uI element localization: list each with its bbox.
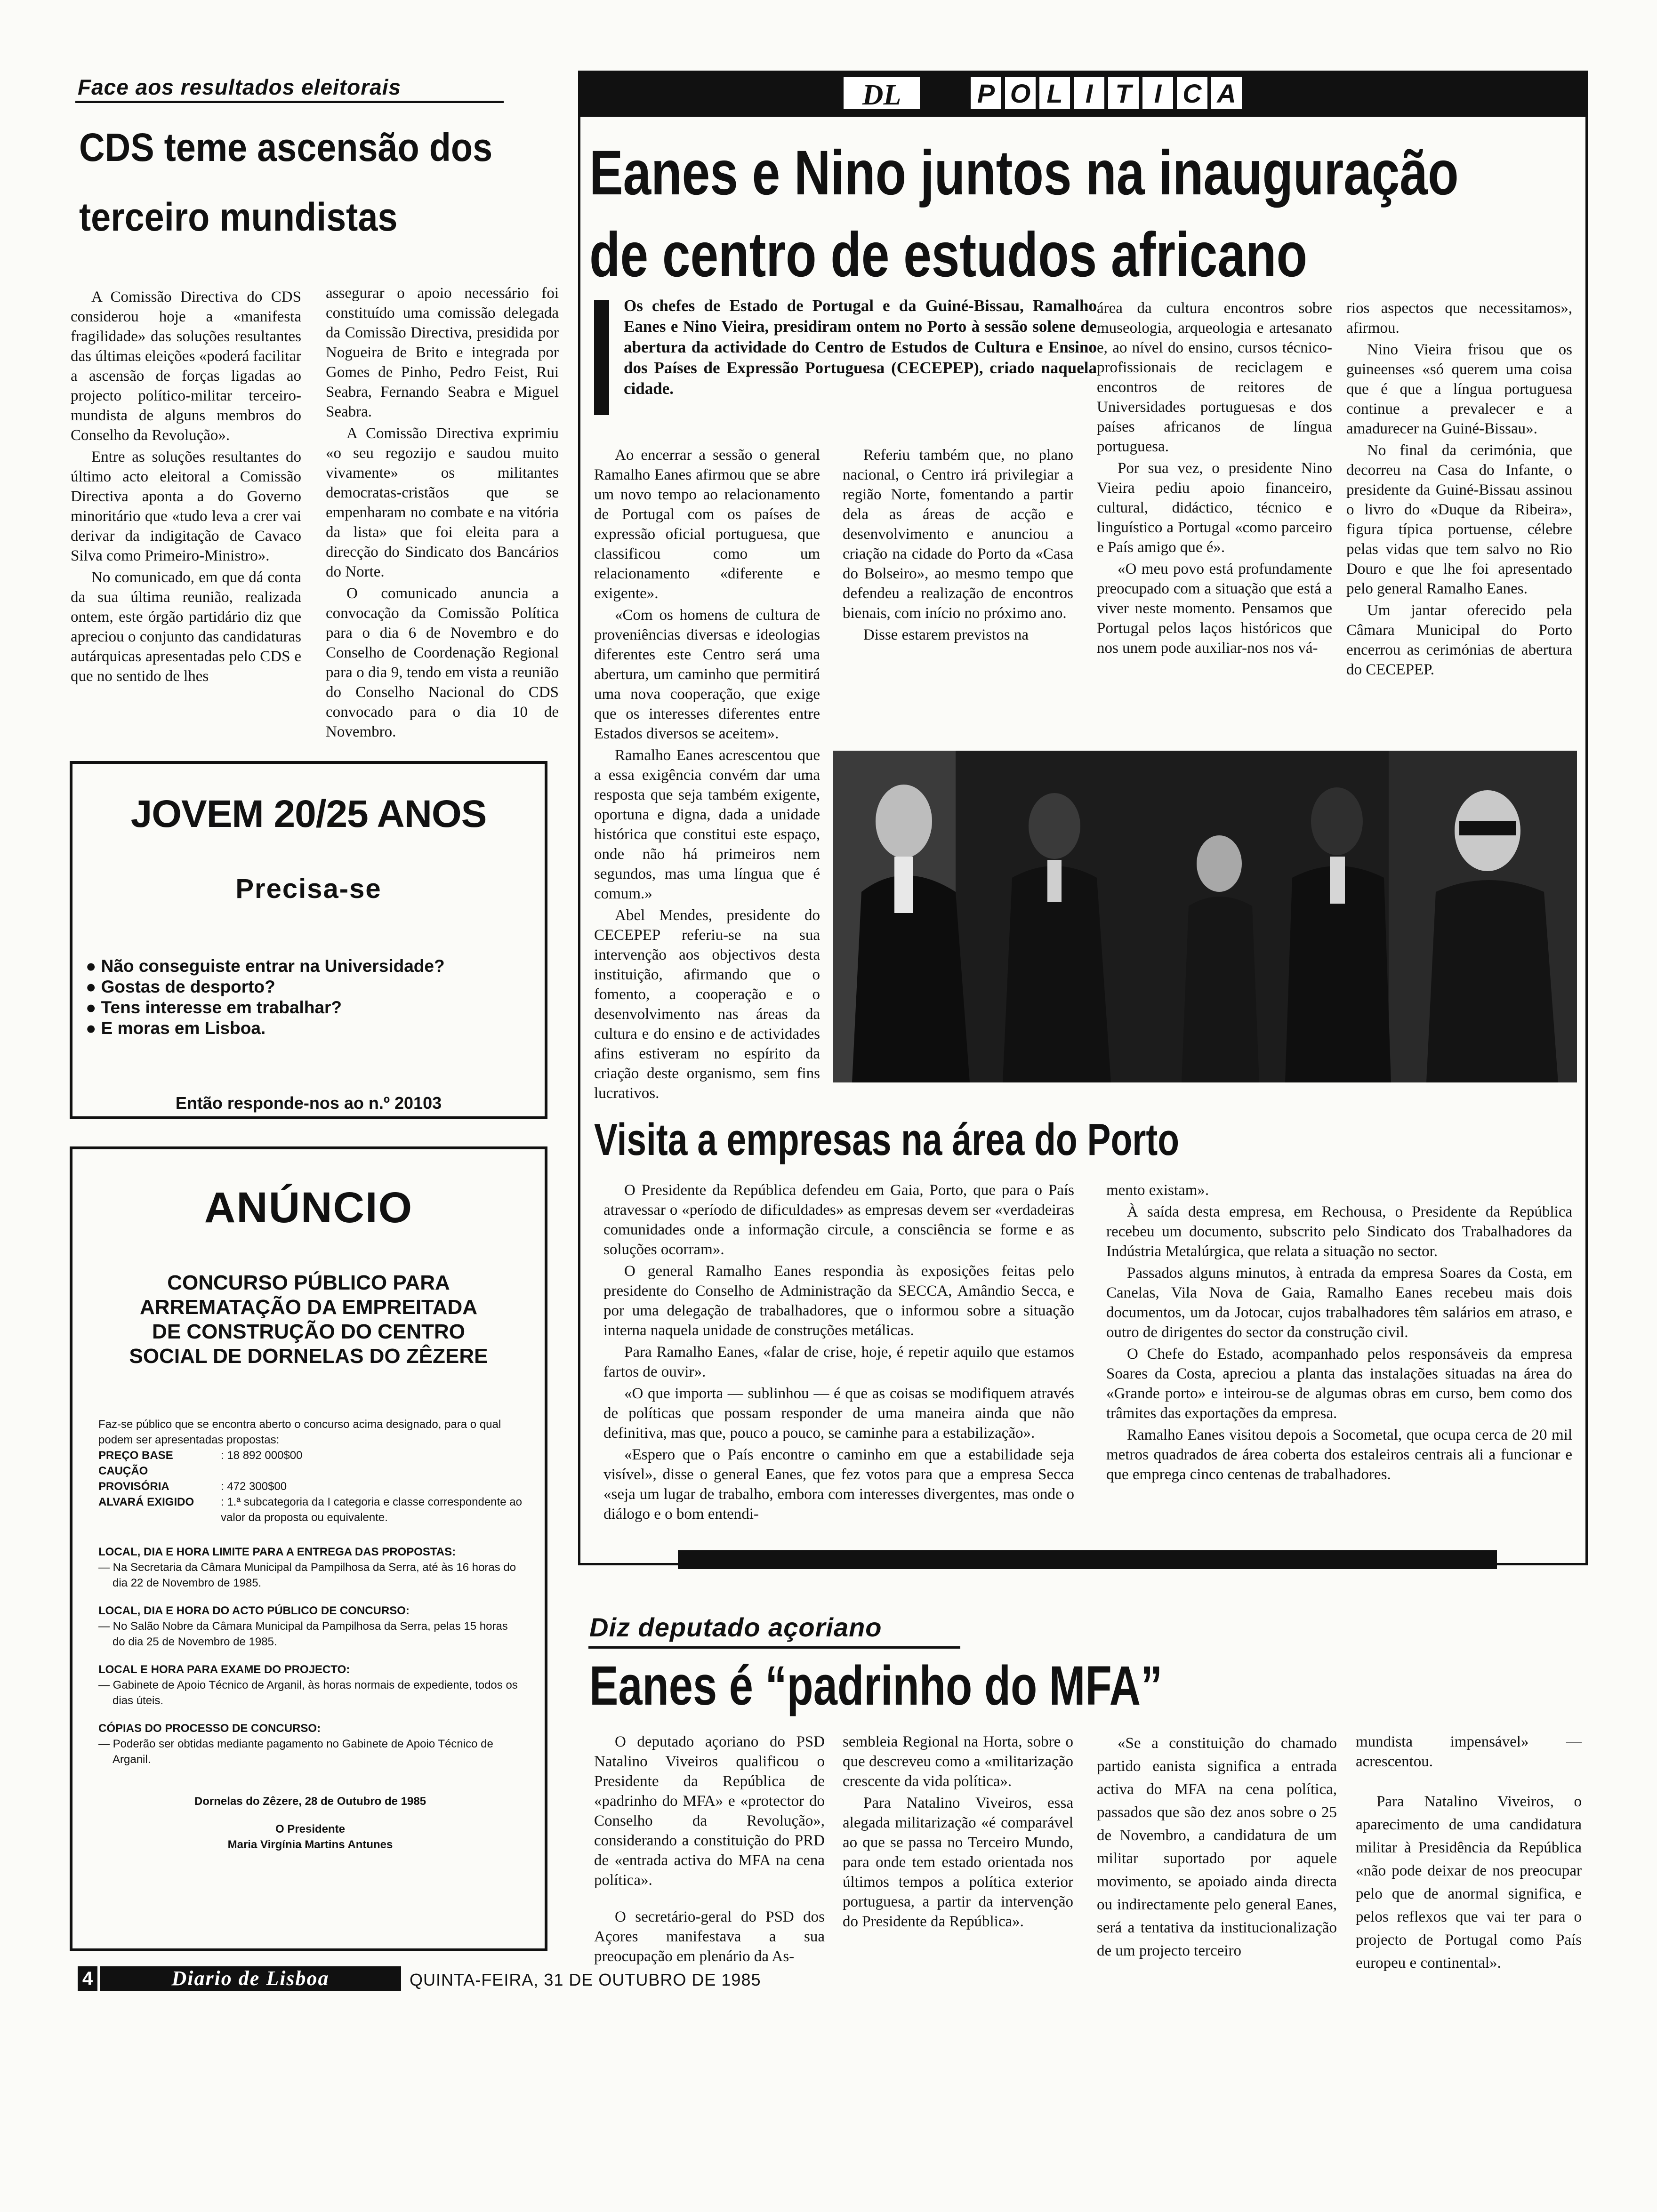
anuncio-box	[70, 1146, 547, 1951]
ceremony-photo	[833, 751, 1577, 1082]
politica-letter-box: L	[1038, 75, 1072, 111]
cds-paragraph: No comunicado, em que dá conta da sua última reunião, realizada ontem, este órgão partidário diz que apreciou o conjunto das candidaturas autárquicas apresentadas pelo CDS e que no sentido de lhes	[71, 569, 301, 685]
main-paragraph: Nino Vieira frisou que os guineenses «só querem uma coisa que é que a língua portuguesa continue a prevalecer e a amadurecer na Guiné-Bissau».	[1346, 341, 1572, 437]
anuncio-body	[98, 1417, 522, 1852]
politica-letters	[969, 75, 1244, 111]
visita-paragraph: Ramalho Eanes visitou depois a Socometal, que ocupa cerca de 20 mil metros quadrados de área coberta dos estaleiros centrais ali a funcionar e que emprega cinco centenas de trabalhadores.	[1106, 1427, 1572, 1483]
main-paragraph: Um jantar oferecido pela Câmara Municipal do Porto encerrou as cerimónias de abertura do CECEPEP.	[1346, 602, 1572, 678]
mfa-column-3	[1097, 1732, 1337, 1964]
main-paragraph: «O meu povo está profundamente preocupado com a situação que está a viver neste momento. Pensamos que Portugal pelos laços históricos que nos unem pode auxiliar-nos nos vá-	[1097, 561, 1332, 657]
main-headline-line1: Eanes e Nino juntos na inauguração	[589, 138, 1459, 208]
jovem-ad-bullet: ● Não conseguiste entrar na Universidade?	[86, 956, 445, 976]
visita-column-2	[1106, 1180, 1572, 1486]
main-column-4	[1346, 298, 1572, 681]
politica-letter-box: I	[1072, 75, 1106, 111]
jovem-ad-title: JOVEM 20/25 ANOS	[130, 793, 487, 835]
main-paragraph: Abel Mendes, presidente do CECEPEP referiu-se na sua intervenção aos objectivos desta instituição, afirmando que o fomento, a cooperação e o desenvolvimento nas áreas da cultura e do ensino e de actividades afins estiveram no espírito da criação deste organismo, sem fins lucrativos.	[594, 907, 820, 1102]
dl-logo: DL	[842, 75, 922, 111]
mfa-paragraph: sembleia Regional na Horta, sobre o que descreveu como a «militarização crescente da vida política».	[843, 1733, 1073, 1790]
main-paragraph: rios aspectos que necessitamos», afirmou.	[1346, 300, 1572, 337]
mfa-column-2	[843, 1732, 1073, 1933]
main-headline-line2: de centro de estudos africano	[589, 220, 1307, 290]
visita-headline: Visita a empresas na área do Porto	[594, 1114, 1180, 1165]
anuncio-date: Dornelas do Zêzere, 28 de Outubro de 1985	[194, 1795, 426, 1808]
main-paragraph: área da cultura encontros sobre museologia, arqueologia e artesanato e, ao nível do ensino, cursos técnico-profissionais de reciclagem e encontros de reitores de Universidades portuguesas e dos países africanos de língua portuguesa.	[1097, 300, 1332, 455]
main-paragraph: «Com os homens de cultura de proveniências diversas e ideologias diferentes este Centro será uma abertura, um caminho que permitirá uma nova cooperação, que exige que os interesses diferentes entre Estados diversos se aceitem».	[594, 607, 820, 742]
visita-paragraph: À saída desta empresa, em Rechousa, o Presidente da República recebeu um documento, subscrito pelo Sindicato dos Trabalhadores da Indústria Metalúrgica, que relata a situação no sector.	[1106, 1203, 1572, 1260]
visita-paragraph: O general Ramalho Eanes respondia às exposições feitas pelo presidente do Conselho de Administração da SECCA, Amândio Secca, e por uma delegação de trabalhadores, que o informou sobre a situação interna naquela unidade de construções metálicas.	[603, 1263, 1074, 1339]
cds-headline-line2: terceiro mundistas	[79, 195, 398, 239]
cds-paragraph: A Comissão Directiva exprimiu «o seu regozijo e saudou muito vivamente» os militantes democratas-cristãos que se empenharam no combate e na vitória da lista» que foi eleita para a direcção do Sindicato dos Bancários do Norte.	[326, 425, 559, 580]
visita-paragraph: «Espero que o País encontre o caminho em que a estabilidade seja visível», disse o general Eanes, que fez votos para que a empresa Secca «seja um lugar de trabalho, embora com interesses divergentes, mas onde o diálogo e o bom entendi-	[603, 1446, 1074, 1523]
mfa-paragraph: O deputado açoriano do PSD Natalino Viveiros qualificou o Presidente da República de «padrinho do MFA» e «protector do Conselho da Revolução», considerando a constituição do PRD de «entrada activa do MFA na cena política».	[594, 1733, 825, 1889]
anuncio-intro: Faz-se público que se encontra aberto o concurso acima designado, para o qual podem ser apresentadas propostas:	[98, 1418, 501, 1446]
main-paragraph: Referiu também que, no plano nacional, o Centro irá privilegiar a região Norte, fomentando a partir dela as áreas de acção e desenvolvimento e anunciou a criação na cidade do Porto da «Casa do Bolseiro», ao mesmo tempo que defendeu a realização de encontros bienais, com início no próximo ano.	[843, 447, 1073, 622]
anuncio-section: CÓPIAS DO PROCESSO DE CONCURSO: — Poderão ser obtidas mediante pagamento no Gabinete de Apoio Técnico de Arganil.	[98, 1722, 493, 1766]
politica-letter-box: A	[1209, 75, 1244, 111]
anuncio-signer-name: Maria Virgínia Martins Antunes	[227, 1838, 393, 1851]
politica-letter-box: P	[969, 75, 1003, 111]
mfa-paragraph: Para Natalino Viveiros, o aparecimento de uma candidatura militar à Presidência da República «não pode deixar de nos preocupar pelo que de anormal significa, e pelos reflexos que vai ter para o projecto de Portugal como País europeu e continental».	[1356, 1793, 1582, 1972]
mfa-headline: Eanes é “padrinho do MFA”	[589, 1655, 1163, 1717]
visita-paragraph: mento existam».	[1106, 1182, 1209, 1199]
anuncio-section: LOCAL, DIA E HORA DO ACTO PÚBLICO DE CONCURSO: — No Salão Nobre da Câmara Municipal da Pampilhosa da Serra, pelas 15 horas do dia 25 de Novembro de 1985.	[98, 1604, 508, 1648]
anuncio-alvara: ALVARÁ EXIGIDO : 1.ª subcategoria da I categoria e classe correspondente ao valor da proposta ou equivalente.	[98, 1496, 522, 1524]
cds-headline-line1: CDS teme ascensão dos	[79, 125, 493, 169]
politica-letter-box: C	[1175, 75, 1209, 111]
mfa-kicker: Diz deputado açoriano	[589, 1612, 882, 1642]
main-paragraph: Disse estarem previstos na	[863, 626, 1029, 643]
visita-paragraph: O Presidente da República defendeu em Gaia, Porto, que para o País atravessar o «período de dificuldades» as empresas devem ser «verdadeiras comunidades onde a informação circule, a consciência se forme e as soluções ocorram».	[603, 1182, 1074, 1258]
main-paragraph: Ao encerrar a sessão o general Ramalho Eanes afirmou que se abre um novo tempo ao relacionamento de Portugal com os países de expressão oficial portuguesa, que classificou como um relacionamento «diferente e exigente».	[594, 447, 820, 602]
jovem-ad-bullet: ● Gostas de desporto?	[86, 977, 275, 996]
cds-kicker: Face aos resultados eleitorais	[78, 75, 402, 99]
main-column-3	[1097, 298, 1332, 660]
politica-letter-box: O	[1003, 75, 1038, 111]
politica-letter-box: I	[1141, 75, 1175, 111]
visita-column-1	[603, 1180, 1074, 1526]
main-lead: Os chefes de Estado de Portugal e da Guiné-Bissau, Ramalho Eanes e Nino Vieira, presidiram ontem no Porto à sessão solene de abertura da actividade do Centro de Estudos de Cultura e Ensino dos Países de Expressão Portuguesa (CECEPEP), criado naquela cidade.	[624, 297, 1097, 398]
visita-paragraph: Para Ramalho Eanes, «falar de crise, hoje, é repetir aquilo que estamos fartos de ouvir».	[603, 1344, 1074, 1380]
anuncio-subtitle: CONCURSO PÚBLICO PARA ARREMATAÇÃO DA EMPREITADA DE CONSTRUÇÃO DO CENTRO SOCIAL DE DORNELAS DO ZÊZERE	[129, 1271, 488, 1368]
jovem-ad-bullets	[86, 956, 538, 1039]
anuncio-preco: PREÇO BASE : 18 892 000$00	[98, 1449, 303, 1462]
main-paragraph: Por sua vez, o presidente Nino Vieira pediu apoio financeiro, cultural, didáctico, técnico e linguístico a Portugal «como parceiro e País amigo que é».	[1097, 460, 1332, 556]
footer-masthead: Diario de Lisboa	[100, 1966, 401, 1991]
jovem-ad-subtitle: Precisa-se	[235, 874, 382, 904]
cds-paragraph: A Comissão Directiva do CDS considerou hoje a «manifesta fragilidade» das soluções resultantes das últimas eleições «poderá facilitar a ascensão de forças ligadas ao projecto político-militar terceiro-mundista de alguns membros do Conselho da Revolução».	[71, 289, 301, 444]
visita-bottom-bar	[678, 1550, 1497, 1569]
anuncio-section: LOCAL, DIA E HORA LIMITE PARA A ENTREGA DAS PROPOSTAS: — Na Secretaria da Câmara Municipal da Pampilhosa da Serra, até às 16 horas do dia 22 de Novembro de 1985.	[98, 1546, 516, 1589]
cds-paragraph: Entre as soluções resultantes do último acto eleitoral a Comissão Directiva aponta a do Governo minoritário que «tudo leva a crer vai derivar da indigitação de Cavaco Silva como Primeiro-Ministro».	[71, 449, 301, 564]
mfa-paragraph: mundista impensável» — acrescentou.	[1356, 1733, 1582, 1770]
visita-paragraph: Passados alguns minutos, à entrada da empresa Soares da Costa, em Canelas, Vila Nova de Gaia, Ramalho Eanes recebeu mais dois documentos, um da Jotocar, cujos trabalhadores têm salários em atraso, e outro de dirigentes do sector da construção civil.	[1106, 1265, 1572, 1341]
cds-kicker-rule	[75, 101, 504, 103]
anuncio-title: ANÚNCIO	[204, 1184, 413, 1232]
main-paragraph: No final da cerimónia, que decorreu na Casa do Infante, o presidente da Guiné-Bissau assinou o livro do «Duque da Ribeira», figura típica portuense, célebre pelas vidas que tem salvo no Rio Douro e que lhe foi apresentado pelo general Ramalho Eanes.	[1346, 442, 1572, 597]
jovem-ad-box	[70, 761, 547, 1119]
cds-column-1	[71, 287, 301, 688]
lead-bar	[594, 300, 609, 415]
politica-letter-box: T	[1106, 75, 1141, 111]
jovem-ad-bullet: ● E moras em Lisboa.	[86, 1018, 266, 1038]
mfa-kicker-rule	[588, 1646, 960, 1649]
visita-paragraph: «O que importa — sublinhou — é que as coisas se modifiquem através de políticas que possam responder de uma maneira ainda que não definitiva, mas que, pouco a pouco, se caminhe para a estabilização».	[603, 1385, 1074, 1442]
footer-date: QUINTA-FEIRA, 31 DE OUTUBRO DE 1985	[410, 1970, 761, 1989]
cds-paragraph: assegurar o apoio necessário foi constituído uma comissão delegada da Comissão Directiva, presidida por Nogueira de Brito e integrada por Gomes de Pinho, Pedro Feist, Rui Seabra, Fernando Seabra e Miguel Seabra.	[326, 285, 559, 420]
cds-paragraph: O comunicado anuncia a convocação da Comissão Política para o dia 6 de Novembro e do Conselho de Coordenação Regional para o dia 9, tendo em vista a reunião do Conselho Nacional do CDS convocado para o dia 10 de Novembro.	[326, 585, 559, 740]
mfa-column-4	[1356, 1732, 1582, 1977]
anuncio-section: LOCAL E HORA PARA EXAME DO PROJECTO: — Gabinete de Apoio Técnico de Arganil, às horas normais de expediente, todos os dias úteis.	[98, 1663, 518, 1707]
mfa-paragraph: O secretário-geral do PSD dos Açores manifestava a sua preocupação em plenário da As-	[594, 1908, 825, 1965]
jovem-ad-bullet: ● Tens interesse em trabalhar?	[86, 998, 342, 1017]
main-column-1	[594, 445, 820, 1105]
mfa-column-1	[594, 1732, 825, 1968]
politica-header-bar	[578, 71, 1588, 117]
main-column-2	[843, 445, 1073, 647]
footer-page-number: 4	[78, 1966, 97, 1991]
visita-paragraph: O Chefe do Estado, acompanhado pelos responsáveis da empresa Soares da Costa, apreciou a planta das instalações situadas na área do «Grande porto» e inteirou-se de algumas obras em curso, bem como dos trâmites das exportações da empresa.	[1106, 1346, 1572, 1422]
main-paragraph: Ramalho Eanes acrescentou que a essa exigência convém dar uma resposta que seja também exigente, oportuna e digna, dada a unidade histórica que constitui este espaço, onde não há primeiros nem segundos, mas uma língua que é comum.»	[594, 747, 820, 902]
mfa-paragraph: Para Natalino Viveiros, essa alegada militarização «é comparável ao que se passa no Terceiro Mundo, para onde tem estado orientada nos últimos tempos a política exterior portuguesa, a partir da intervenção do Presidente da República».	[843, 1795, 1073, 1930]
jovem-ad-footer: Então responde-nos ao n.º 20103	[175, 1093, 442, 1113]
cds-column-2	[326, 283, 559, 744]
mfa-paragraph: «Se a constituição do chamado partido eanista significa a entrada activa do MFA na cena política, passados que são dez anos sobre o 25 de Novembro, a candidatura de um militar suportado por aquele movimento, se apoiado ainda directa ou indirectamente pelo general Eanes, será a tentativa da institucionalização de um projecto terceiro	[1097, 1735, 1337, 1959]
anuncio-caucao: CAUÇÃO PROVISÓRIA : 472 300$00	[98, 1465, 287, 1493]
anuncio-signer-title: O Presidente	[275, 1823, 346, 1835]
